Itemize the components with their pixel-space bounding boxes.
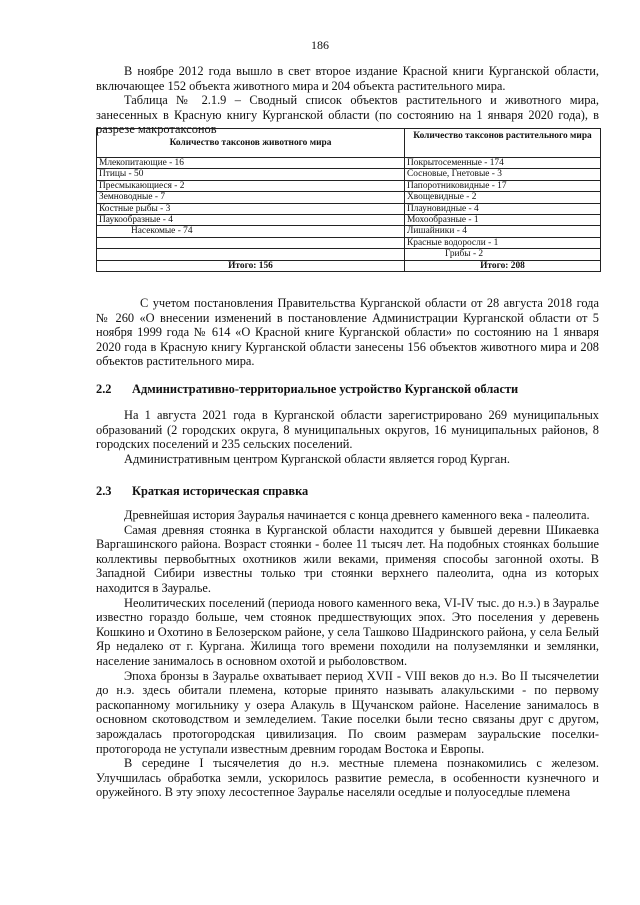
header-animals: Количество таксонов животного мира (97, 129, 405, 158)
animal-cell: Млекопитающие - 16 (97, 158, 405, 169)
plant-cell: Мохообразные - 1 (405, 215, 601, 226)
intro-paragraph: В ноябре 2012 года вышло в свет второе издание Красной книги Курганской области, включающее 152 объекта животного мира и 204 объекта растительного мира. (96, 64, 599, 93)
table-row (97, 203, 601, 214)
section-title: Административно-территориальное устройство Курганской области (132, 382, 519, 396)
table-row (97, 249, 601, 260)
plant-cell: Плауновидные - 4 (405, 203, 601, 214)
red-book-table (96, 128, 601, 272)
header-plants: Количество таксонов растительного мира (405, 129, 601, 158)
after-table-block (96, 296, 599, 369)
body-paragraph: Древнейшая история Зауралья начинается с конца древнего каменного века - палеолита. (124, 508, 590, 522)
total-row (97, 260, 601, 271)
animal-cell: Птицы - 50 (97, 169, 405, 180)
body-paragraph: На 1 августа 2021 года в Курганской области зарегистрировано 269 муниципальных образований (2 городских округа, 8 муниципальных округов, 16 муниципальных районов, 8 городских поселений и 235 сельских поселений. (96, 408, 599, 452)
section-number: 2.2 (96, 382, 112, 396)
section-heading-2-3 (96, 484, 599, 499)
total-plants: Итого: 208 (405, 260, 601, 271)
animal-cell: Пресмыкающиеся - 2 (97, 180, 405, 191)
animal-cell: Земноводные - 7 (97, 192, 405, 203)
section-number: 2.3 (96, 484, 112, 498)
animal-cell (97, 249, 405, 260)
body-paragraph: В середине I тысячелетия до н.э. местные племена познакомились с железом. Улучшилась обработка земли, ускорилось развитие ремесла, в особенности кузнечного и оружейного. В эту эпоху лесостепное Зауралье населяли оседлые и полуоседлые племена (96, 756, 599, 800)
body-paragraph: Административным центром Курганской области является город Курган. (124, 451, 510, 466)
table-row (97, 169, 601, 180)
animal-cell (97, 237, 405, 248)
animal-cell: Костные рыбы - 3 (97, 203, 405, 214)
body-paragraph: Эпоха бронзы в Зауралье охватывает период XVII - VIII веков до н.э. Во II тысячелетии до н.э. здесь обитали племена, которые принято называть алакульскими - по первому раскопанному могильнику у озера Алакуль в Щучанском районе. Население занималось в основном скотоводством и земледелием. Такие поселки были тесно связаны друг с другом, зарождалась протогородская цивилизация. По своим размерам зауральские поселки-протогорода не уступали известным древним городам Востока и Европы. (96, 668, 599, 756)
plant-cell: Красные водоросли - 1 (405, 237, 601, 248)
after-table-paragraph: С учетом постановления Правительства Курганской области от 28 августа 2018 года № 260 «О внесении изменений в постановление Администрации Курганской области от 5 ноября 1999 года № 614 «О Красной книге Курганской области» по состоянию на 1 января 2020 года в Красную книгу Курганской области занесены 156 объектов животного мира и 208 объектов растительного мира. (96, 296, 599, 369)
table-row (97, 192, 601, 203)
body-paragraph: Неолитических поселений (периода нового каменного века, VI-IV тыс. до н.э.) в Зауралье известно гораздо больше, чем стоянок предшествующих эпох. Это поселения у деревень Кошкино и Охотино в Белозерском районе, у села Ташково Шадринского района, у села Белый Яр недалеко от г. Кургана. Жилища того времени походили на полуземлянки и землянки, население занималось в основном охотой и рыболовством. (96, 595, 599, 668)
body-paragraph: Самая древняя стоянка в Курганской области находится у бывшей деревни Шикаевка Варгашинского района. Возраст стоянки - более 11 тысяч лет. На подобных стоянках большие коллективы первобытных охотников жили веками, применяя способы загонной охоты. В Западной Сибири известны только три стоянки верхнего палеолита, одна из которых находится в Зауралье. (96, 522, 599, 595)
animal-cell: Паукообразные - 4 (97, 215, 405, 226)
animal-cell: Насекомые - 74 (97, 226, 405, 237)
plant-cell: Лишайники - 4 (405, 226, 601, 237)
section-heading-2-2 (96, 382, 599, 397)
table-caption: Таблица № 2.1.9 – Сводный список объектов растительного и животного мира, занесенных в Красную книгу Курганской области (по состоянию на 1 января 2020 года), в разрезе макротаксонов (96, 93, 599, 137)
section-title: Краткая историческая справка (132, 484, 309, 498)
section-2-3-body (96, 508, 599, 800)
plant-cell: Сосновые, Гнетовые - 3 (405, 169, 601, 180)
intro-block (96, 64, 599, 137)
table-row (97, 226, 601, 237)
page-number: 186 (311, 38, 329, 52)
table-row (97, 180, 601, 191)
table-row (97, 237, 601, 248)
section-2-2-body (96, 408, 599, 466)
table-row (97, 158, 601, 169)
plant-cell: Грибы - 2 (405, 249, 601, 260)
total-animals: Итого: 156 (97, 260, 405, 271)
plant-cell: Папоротниковидные - 17 (405, 180, 601, 191)
plant-cell: Покрытосеменные - 174 (405, 158, 601, 169)
table-row (97, 215, 601, 226)
plant-cell: Хвощевидные - 2 (405, 192, 601, 203)
